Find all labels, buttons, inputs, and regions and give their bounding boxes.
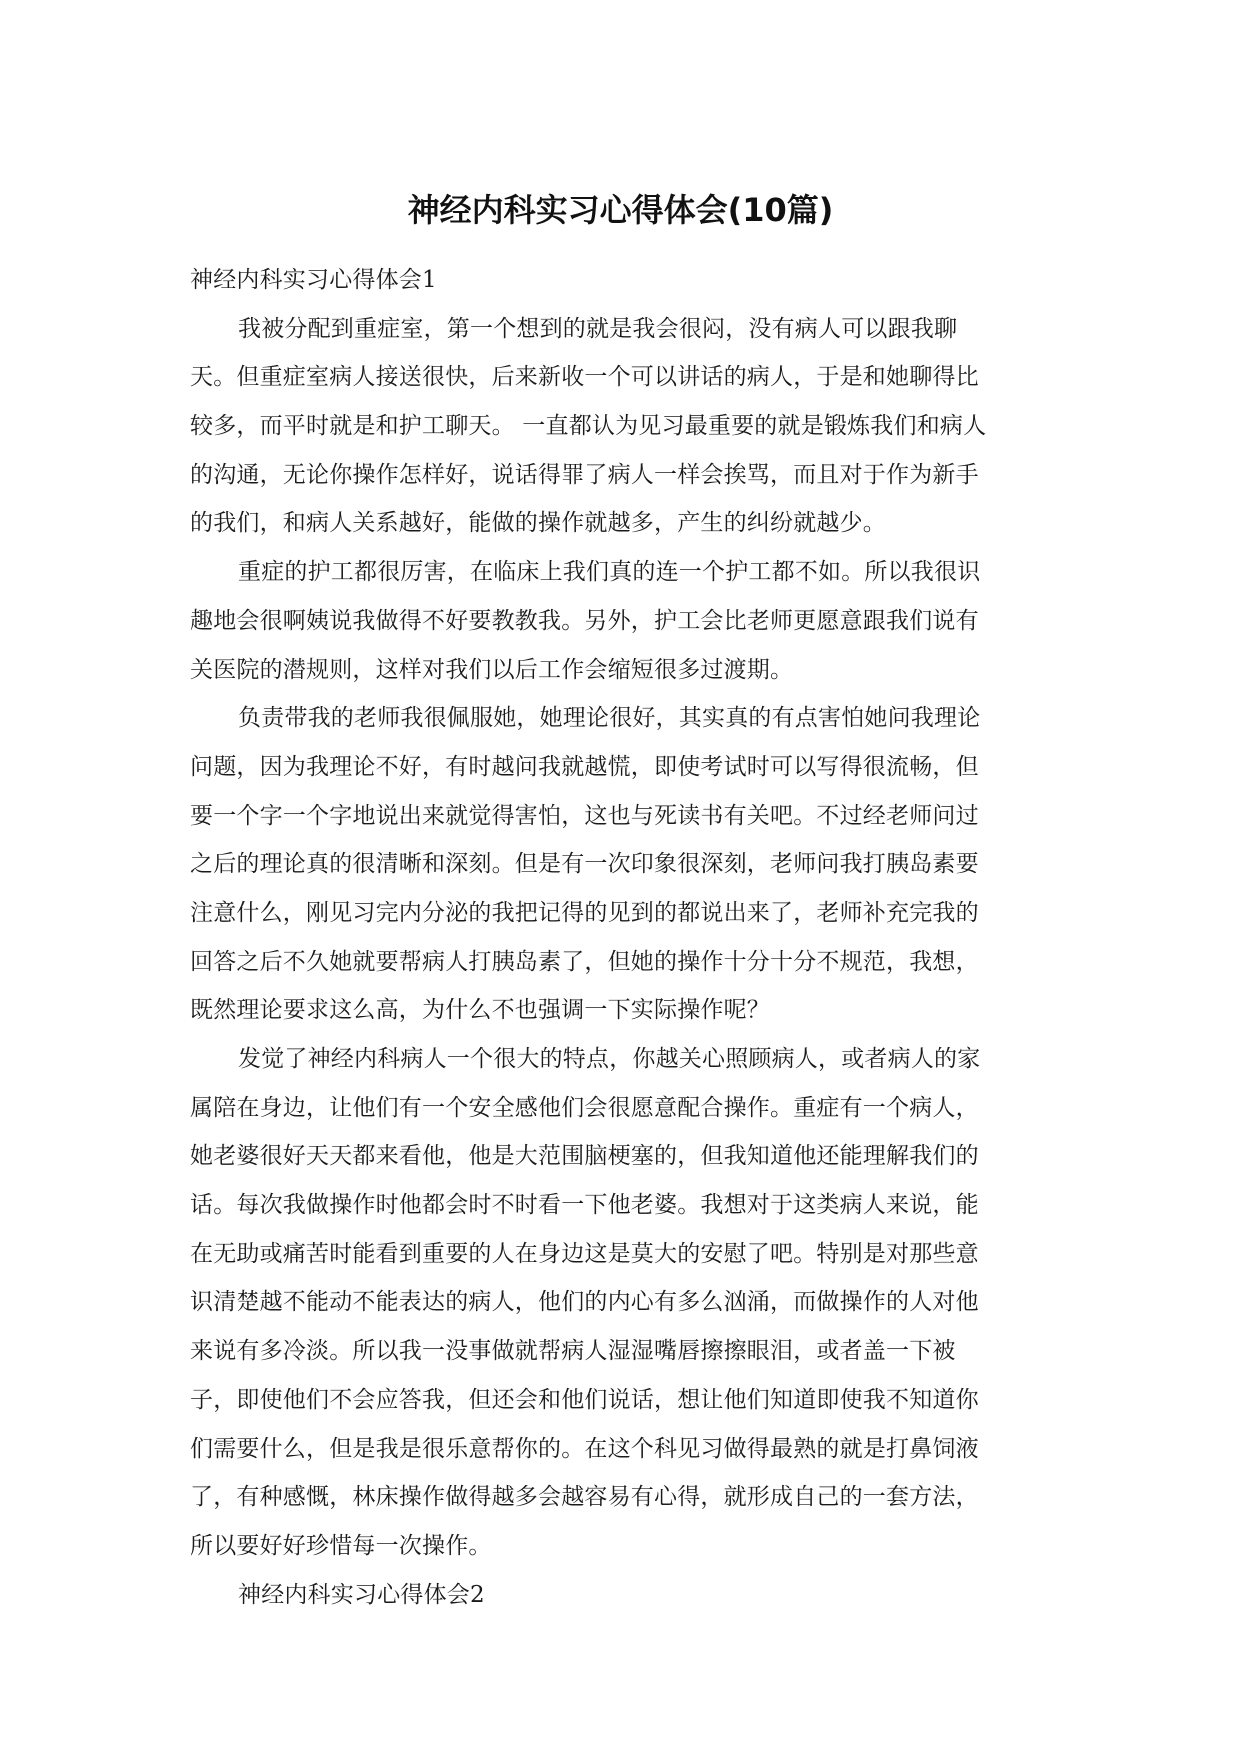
- text-line: 发觉了神经内科病人一个很大的特点，你越关心照顾病人，或者病人的家: [238, 1046, 981, 1072]
- text-line: 属陪在身边，让他们有一个安全感他们会很愿意配合操作。重症有一个病人，: [190, 1094, 979, 1121]
- document-title: 神经内科实习心得体会(10篇): [407, 191, 834, 229]
- document-body: [190, 256, 1050, 1619]
- text-line: 我被分配到重症室，第一个想到的就是我会很闷，没有病人可以跟我聊: [238, 315, 958, 342]
- text-line: 神经内科实习心得体会2: [238, 1581, 485, 1608]
- text-line: 天。但重症室病人接送很快，后来新收一个可以讲话的病人，于是和她聊得比: [190, 364, 979, 391]
- text-line: 负责带我的老师我很佩服她，她理论很好，其实真的有点害怕她问我理论: [238, 705, 981, 732]
- text-line: 神经内科实习心得体会1: [190, 267, 437, 293]
- text-line: 问题，因为我理论不好，有时越问我就越慌，即使考试时可以写得很流畅，但: [190, 753, 979, 780]
- text-line: 话。每次我做操作时他都会时不时看一下他老婆。我想对于这类病人来说，能: [190, 1192, 979, 1219]
- text-line: 们需要什么，但是我是很乐意帮你的。在这个科见习做得最熟的就是打鼻饲液: [190, 1435, 979, 1462]
- text-line: 回答之后不久她就要帮病人打胰岛素了，但她的操作十分十分不规范，我想，: [190, 948, 979, 975]
- text-line: 识清楚越不能动不能表达的病人，他们的内心有多么汹涌，而做操作的人对他: [190, 1289, 979, 1316]
- text-line: 子，即使他们不会应答我，但还会和他们说话，想让他们知道即使我不知道你: [190, 1386, 979, 1413]
- text-line: 了，有种感慨，林床操作做得越多会越容易有心得，就形成自己的一套方法，: [190, 1484, 979, 1511]
- text-line: 在无助或痛苦时能看到重要的人在身边这是莫大的安慰了吧。特别是对那些意: [190, 1240, 979, 1267]
- text-line: 她老婆很好天天都来看他，他是大范围脑梗塞的，但我知道他还能理解我们的: [190, 1143, 979, 1170]
- text-line: 之后的理论真的很清晰和深刻。但是有一次印象很深刻，老师问我打胰岛素要: [190, 851, 979, 878]
- text-line: 较多，而平时就是和护工聊天。 一直都认为见习最重要的就是锻炼我们和病人: [190, 413, 987, 440]
- text-line: 来说有多冷淡。所以我一没事做就帮病人湿湿嘴唇擦擦眼泪，或者盖一下被: [190, 1338, 956, 1365]
- text-line: 注意什么，刚见习完内分泌的我把记得的见到的都说出来了，老师补充完我的: [190, 899, 979, 926]
- text-line: 的沟通，无论你操作怎样好，说话得罪了病人一样会挨骂，而且对于作为新手: [190, 461, 979, 488]
- text-line: 既然理论要求这么高，为什么不也强调一下实际操作呢？: [190, 997, 770, 1024]
- text-line: 所以要好好珍惜每一次操作。: [190, 1532, 492, 1559]
- text-line: 的我们，和病人关系越好，能做的操作就越多，产生的纠纷就越少。: [190, 510, 886, 537]
- text-line: 重症的护工都很厉害，在临床上我们真的连一个护工都不如。所以我很识: [238, 559, 981, 586]
- text-line: 趣地会很啊姨说我做得不好要教教我。另外，护工会比老师更愿意跟我们说有: [190, 607, 979, 634]
- text-line: 要一个字一个字地说出来就觉得害怕，这也与死读书有关吧。不过经老师问过: [190, 802, 979, 829]
- text-line: 关医院的潜规则，这样对我们以后工作会缩短很多过渡期。: [190, 656, 794, 683]
